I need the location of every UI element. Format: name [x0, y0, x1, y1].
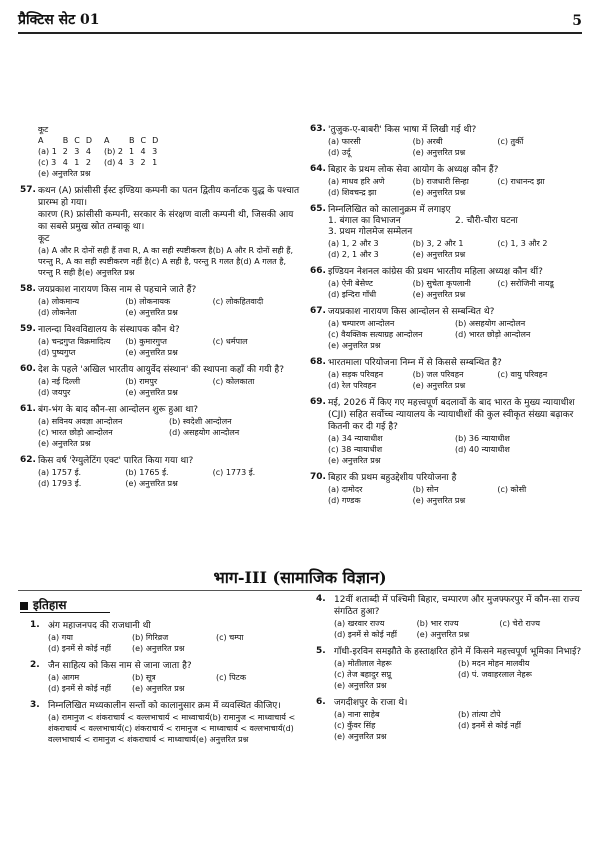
option[interactable]: (e) अनुत्तरित प्रश्न: [38, 169, 91, 178]
option[interactable]: (a) चम्पारण आन्दोलन: [328, 319, 395, 328]
options-list: [310, 176, 582, 198]
option[interactable]: (e) अनुत्तरित प्रश्न: [334, 681, 387, 690]
option[interactable]: (d) वल्लभाचार्य < रामानुज < शंकराचार्य < माध्वाचार्य: [48, 724, 294, 744]
question-number: 59.: [20, 324, 36, 334]
option[interactable]: (a) माधव हरि अणे: [328, 177, 385, 186]
options-list: [316, 618, 582, 640]
option[interactable]: (d) असहयोग आन्दोलन: [169, 428, 240, 437]
question-63: [310, 124, 582, 158]
kut-cell: 1: [129, 147, 135, 156]
question-number: 60.: [20, 364, 36, 374]
options-list: [310, 278, 582, 300]
option[interactable]: (c) वायु परिवहन: [497, 370, 548, 379]
question-number: 4.: [316, 594, 326, 604]
question-text: किस वर्ष 'रेग्युलेटिंग एक्ट' पारित किया गया था?: [38, 456, 194, 466]
option[interactable]: (d) इनमें से कोई नहीं: [48, 684, 111, 693]
option[interactable]: (e) अनुत्तरित प्रश्न: [125, 388, 178, 397]
question-text: नालन्दा विश्वविद्यालय के संस्थापक कौन थे?: [38, 325, 180, 335]
options-list: [310, 484, 582, 506]
question-62: [20, 455, 300, 489]
kut-cell: D: [152, 136, 159, 145]
question-number: 1.: [30, 620, 40, 630]
kut-cell: C: [74, 136, 80, 145]
option[interactable]: (c) भारत छोड़ो आन्दोलन: [38, 428, 113, 437]
option[interactable]: (c) वैयक्तिक सत्याग्रह आन्दोलन: [328, 330, 423, 339]
kut-cell: A: [104, 136, 110, 145]
question-4: [316, 594, 582, 640]
question-text: मई, 2026 में किए गए महत्त्वपूर्ण बदलावों के बाद भारत के मुख्य न्यायाधीश (CJI) सहित सर्वोच्च न्यायालय के न्यायाधीशों की कुल स्वीकृत संख्या बढ़ाकर कितनी कर दी गई है?: [328, 398, 575, 432]
option[interactable]: (e) अनुत्तरित प्रश्न: [82, 268, 135, 277]
option[interactable]: (a) नई दिल्ली: [38, 377, 81, 386]
question-text: जैन साहित्य को किस नाम से जाना जाता है?: [48, 661, 192, 671]
question-number: 62.: [20, 455, 36, 465]
option[interactable]: (c) कोलकाता: [212, 377, 255, 386]
section-title: इतिहास: [33, 598, 67, 612]
kut-cell: D: [85, 136, 93, 145]
kut-cell: (d) 4: [104, 158, 123, 167]
kut-cell: A: [38, 136, 44, 145]
option[interactable]: (b) सूत्र: [132, 673, 156, 682]
page-number: 5: [572, 13, 582, 29]
kut-cell: 3: [74, 147, 80, 156]
question-number: 3.: [30, 700, 40, 710]
kut-cell: C: [140, 136, 147, 145]
option[interactable]: (c) चेरो राज्य: [499, 619, 541, 628]
kut-label: कूट: [38, 125, 49, 134]
option[interactable]: (a) नाना साहेब: [334, 710, 380, 719]
option[interactable]: (e) अनुत्तरित प्रश्न: [412, 250, 466, 259]
option[interactable]: (b) तांत्या टोपे: [458, 710, 501, 719]
question-text: बिहार की प्रथम बहुउद्देशीय परियोजना है: [328, 473, 457, 483]
option[interactable]: (b) सुचेता कृपलानी: [412, 279, 471, 288]
options-list: [316, 658, 582, 691]
option[interactable]: (a) सविनय अवज्ञा आन्दोलन: [38, 417, 123, 426]
option[interactable]: (c) 38 न्यायाधीश: [328, 445, 383, 454]
option[interactable]: (a) ऐनी बेसेण्ट: [328, 279, 373, 288]
question-number: 2.: [30, 660, 40, 670]
option[interactable]: (e) अनुत्तरित प्रश्न: [125, 308, 178, 317]
option[interactable]: (a) आगम: [48, 673, 80, 682]
option[interactable]: (a) 34 न्यायाधीश: [328, 434, 383, 443]
question-57: [20, 185, 300, 278]
question-number: 70.: [310, 472, 326, 482]
right-column: [310, 124, 582, 512]
option[interactable]: (b) 3, 2 और 1: [412, 239, 464, 248]
option[interactable]: (a) रामानुज < शंकराचार्य < वल्लभाचार्य < माध्वाचार्य: [48, 713, 210, 722]
option[interactable]: (d) जयपुर: [38, 388, 71, 397]
option[interactable]: (b) मदन मोहन मालवीय: [458, 659, 530, 668]
option[interactable]: (e) अनुत्तरित प्रश्न: [328, 341, 381, 350]
option[interactable]: (e) अनुत्तरित प्रश्न: [132, 644, 185, 653]
question-number: 6.: [316, 697, 326, 707]
question-1: [30, 620, 300, 654]
option[interactable]: (c) कुँवर सिंह: [334, 721, 376, 730]
question-text: भारतमाला परियोजना निम्न में से किससे सम्बन्धित है?: [328, 358, 502, 368]
option[interactable]: (d) 1793 ई.: [38, 479, 82, 488]
option[interactable]: (c) पिटक: [216, 673, 246, 682]
square-bullet-icon: [20, 602, 28, 610]
options-list: [310, 238, 582, 260]
option[interactable]: (b) असहयोग आन्दोलन: [455, 319, 526, 328]
question-58: [20, 284, 300, 318]
question-6: [316, 697, 582, 742]
option[interactable]: (d) 2, 1 और 3: [328, 250, 379, 259]
question-text: निम्नलिखित को कालानुक्रम में लगाइए: [328, 205, 451, 215]
option[interactable]: (a) A और R दोनों सही हैं तथा R, A का सही स्पष्टीकरण है: [38, 246, 213, 255]
question-65: [310, 204, 582, 260]
option[interactable]: (d) गण्डक: [328, 496, 361, 505]
option[interactable]: (a) 1757 ई.: [38, 468, 82, 477]
question-69: [310, 397, 582, 466]
question-56-tail: [20, 124, 300, 179]
option[interactable]: (b) रामानुज < माध्वाचार्य < शंकराचार्य < वल्लभाचार्य: [48, 713, 296, 733]
option[interactable]: (c) कोसी: [497, 485, 527, 494]
options-list: [310, 433, 582, 466]
section-underline: [20, 612, 110, 613]
divider: [18, 590, 582, 591]
option[interactable]: (c) तेज बहादुर सप्रू: [334, 670, 392, 679]
kut-cell: 2: [140, 158, 146, 167]
option[interactable]: (c) लोकहितवादी: [212, 297, 264, 306]
question-number: 66.: [310, 266, 326, 276]
option[interactable]: (c) धर्मपाल: [212, 337, 248, 346]
option[interactable]: (e) अनुत्तरित प्रश्न: [334, 732, 387, 741]
option[interactable]: (a) गया: [48, 633, 73, 642]
options-list: [316, 709, 582, 742]
option[interactable]: (d) रेल परिवहन: [328, 381, 377, 390]
option[interactable]: (d) भारत छोड़ो आन्दोलन: [455, 330, 531, 339]
question-number: 5.: [316, 646, 326, 656]
question-59: [20, 324, 300, 358]
option[interactable]: (d) इनमें से कोई नहीं: [334, 630, 397, 639]
option[interactable]: (e) अनुत्तरित प्रश्न: [416, 630, 470, 639]
kut-cell: (b) 2: [104, 147, 123, 156]
option[interactable]: (d) इन्दिरा गाँधी: [328, 290, 377, 299]
part-heading: भाग-III (सामाजिक विज्ञान): [213, 568, 387, 587]
item: 1. बंगाल का विभाजन: [328, 216, 401, 226]
kut-cell: B: [62, 136, 69, 145]
option[interactable]: (b) गिरिव्रज: [132, 633, 169, 642]
option[interactable]: (c) राधानन्द झा: [497, 177, 545, 186]
question-text: जगदीशपुर के राजा थे।: [334, 698, 408, 708]
options-list: [20, 296, 300, 318]
option[interactable]: (c) सरोजिनी नायडू: [497, 279, 554, 288]
option[interactable]: (a) फारसी: [328, 137, 361, 146]
kut-cell: (a) 1: [38, 147, 57, 156]
question-text: अंग महाजनपद की राजधानी थी: [48, 621, 151, 631]
option[interactable]: (a) 1, 2 और 3: [328, 239, 379, 248]
option[interactable]: (b) जल परिवहन: [412, 370, 464, 379]
option[interactable]: (e) अनुत्तरित प्रश्न: [38, 439, 91, 448]
question-number: 65.: [310, 204, 326, 214]
option[interactable]: (c) A सही है, परन्तु R गलत है: [148, 257, 241, 266]
options-list: [310, 318, 582, 351]
items-list: [310, 216, 582, 238]
options-list: [20, 376, 300, 398]
option[interactable]: (d) पुष्यगुप्त: [38, 348, 76, 357]
option[interactable]: (b) अरबी: [412, 137, 443, 146]
option[interactable]: (b) रामपुर: [125, 377, 158, 386]
option[interactable]: (d) 40 न्यायाधीश: [455, 445, 510, 454]
option[interactable]: (c) 1773 ई.: [212, 468, 256, 477]
question-70: [310, 472, 582, 506]
option[interactable]: (b) कुमारगुप्त: [125, 337, 167, 346]
question-number: 61.: [20, 404, 36, 414]
option[interactable]: (b) लोकनायक: [125, 297, 171, 306]
kut-cell: 1: [152, 158, 158, 167]
kut-cell: 1: [74, 158, 80, 167]
question-text: बंग-भंग के बाद कौन-सा आन्दोलन शुरू हुआ था?: [38, 405, 199, 415]
question-text: बिहार के प्रथम लोक सेवा आयोग के अध्यक्ष कौन हैं?: [328, 165, 499, 175]
question-text: देश के पहले 'अखिल भारतीय आयुर्वेद संस्थान' की स्थापना कहाँ की गयी है?: [38, 365, 284, 375]
question-64: [310, 164, 582, 198]
statement-a: कथन (A) फ्रांसीसी ईस्ट इण्डिया कम्पनी का पतन द्वितीय कर्नाटक युद्ध के पश्चात प्रारम्भ हो गया।: [38, 186, 300, 208]
item: 2. चौरी-चौरा घटना: [455, 216, 518, 226]
option[interactable]: (e) अनुत्तरित प्रश्न: [328, 456, 381, 465]
option[interactable]: (e) अनुत्तरित प्रश्न: [412, 496, 466, 505]
options-list: [310, 369, 582, 391]
question-number: 69.: [310, 397, 326, 407]
kut-cell: 4: [85, 147, 91, 156]
question-66: [310, 266, 582, 300]
option[interactable]: (e) अनुत्तरित प्रश्न: [412, 290, 466, 299]
option[interactable]: (b) 1765 ई.: [125, 468, 169, 477]
option[interactable]: (e) अनुत्तरित प्रश्न: [412, 148, 466, 157]
option[interactable]: (b) स्वदेशी आन्दोलन: [169, 417, 232, 426]
option[interactable]: (d) शिवचन्द्र झा: [328, 188, 377, 197]
question-text: 'तुजुक-ए-बाबरी' किस भाषा में लिखी गई थी?: [328, 125, 477, 135]
option[interactable]: (a) खरवार राज्य: [334, 619, 385, 628]
option[interactable]: (a) मोतीलाल नेहरू: [334, 659, 392, 668]
option[interactable]: (e) अनुत्तरित प्रश्न: [412, 381, 466, 390]
option[interactable]: (b) 36 न्यायाधीश: [455, 434, 510, 443]
options-list: [310, 136, 582, 158]
option[interactable]: (a) दामोदर: [328, 485, 363, 494]
question-number: 67.: [310, 306, 326, 316]
option[interactable]: (d) उर्दू: [328, 148, 351, 157]
page-header: [18, 6, 582, 34]
kut-cell: 2: [85, 158, 91, 167]
kut-cell: 3: [129, 158, 135, 167]
question-number: 63.: [310, 124, 326, 134]
kut-cell: (c) 3: [38, 158, 57, 167]
option[interactable]: (b) भार राज्य: [416, 619, 459, 628]
question-text: गाँधी-इरविन समझौते के हस्ताक्षरित होने में किसने महत्त्वपूर्ण भूमिका निभाई?: [334, 647, 582, 657]
kut-label: कूट: [38, 234, 50, 244]
question-text: जयप्रकाश नारायण किस नाम से पहचाने जाते हैं?: [38, 285, 197, 295]
kut-cell: 4: [140, 147, 146, 156]
option[interactable]: (d) लोकनेता: [38, 308, 77, 317]
left-column: [20, 124, 300, 495]
option[interactable]: (c) चम्पा: [216, 633, 244, 642]
option[interactable]: (e) अनुत्तरित प्रश्न: [125, 479, 178, 488]
option[interactable]: (e) अनुत्तरित प्रश्न: [412, 188, 466, 197]
question-number: 68.: [310, 357, 326, 367]
option[interactable]: (d) A गलत है, परन्तु R सही है: [38, 257, 287, 277]
item: 3. प्रथम गोलमेज सम्मेलन: [328, 227, 413, 237]
options-list: [30, 632, 300, 654]
options-list: [20, 245, 300, 278]
option[interactable]: (c) 1, 3 और 2: [497, 239, 548, 248]
history-left-column: [30, 620, 300, 751]
kut-cell: 3: [152, 147, 158, 156]
kut-table: [20, 135, 300, 168]
question-61: [20, 404, 300, 449]
question-60: [20, 364, 300, 398]
question-5: [316, 646, 582, 691]
kut-cell: 2: [62, 147, 68, 156]
options-list: [20, 336, 300, 358]
option[interactable]: (b) राजधारी सिन्हा: [412, 177, 469, 186]
question-67: [310, 306, 582, 351]
question-3: [30, 700, 300, 745]
option[interactable]: (a) चन्द्रगुप्त विक्रमादित्य: [38, 337, 111, 346]
option[interactable]: (a) लोकमान्य: [38, 297, 80, 306]
question-2: [30, 660, 300, 694]
question-text: 12वीं शताब्दी में पश्चिमी बिहार, चम्पारण और मुजफ्फरपुर में कौन-सा राज्य संगठित हुआ?: [334, 595, 580, 617]
options-list: [20, 416, 300, 449]
question-number: 58.: [20, 284, 36, 294]
question-text: इण्डियन नेशनल कांग्रेस की प्रथम भारतीय महिला अध्यक्ष कौन थीं?: [328, 267, 543, 277]
option[interactable]: (d) पं. जवाहरलाल नेहरू: [458, 670, 532, 679]
option[interactable]: (c) शंकराचार्य < रामानुज < माध्वाचार्य < वल्लभाचार्य: [121, 724, 283, 733]
option[interactable]: (b) A और R दोनों सही हैं, परन्तु R, A का सही स्पष्टीकरण नहीं है: [38, 246, 294, 266]
option[interactable]: (d) इनमें से कोई नहीं: [48, 644, 111, 653]
question-text: जयप्रकाश नारायण किस आन्दोलन से सम्बन्धित थे?: [328, 307, 495, 317]
options-list: [20, 467, 300, 489]
kut-cell: B: [129, 136, 135, 145]
option[interactable]: (e) अनुत्तरित प्रश्न: [132, 684, 185, 693]
question-68: [310, 357, 582, 391]
option[interactable]: (e) अनुत्तरित प्रश्न: [195, 735, 249, 744]
option[interactable]: (c) तुर्की: [497, 137, 524, 146]
history-right-column: [316, 594, 582, 748]
options-list: [30, 672, 300, 694]
section-heading: [20, 596, 66, 613]
statement-r: कारण (R) फ्रांसीसी कम्पनी, सरकार के संरक्षण वाली कम्पनी थी, जिसकी आय का सबसे प्रमुख स्रोत तम्बाकू था।: [38, 210, 294, 232]
page-title: प्रैक्टिस सेट 01: [18, 12, 100, 28]
option[interactable]: (e) अनुत्तरित प्रश्न: [125, 348, 178, 357]
question-text: निम्नलिखित मध्यकालीन सन्तों को कालानुसार क्रम में व्यवस्थित कीजिए।: [48, 701, 281, 711]
option[interactable]: (a) सड़क परिवहन: [328, 370, 384, 379]
option[interactable]: (b) सोन: [412, 485, 439, 494]
question-number: 57.: [20, 185, 36, 195]
question-number: 64.: [310, 164, 326, 174]
option[interactable]: (d) इनमें से कोई नहीं: [458, 721, 521, 730]
options-list: [30, 712, 300, 745]
kut-cell: 4: [62, 158, 68, 167]
